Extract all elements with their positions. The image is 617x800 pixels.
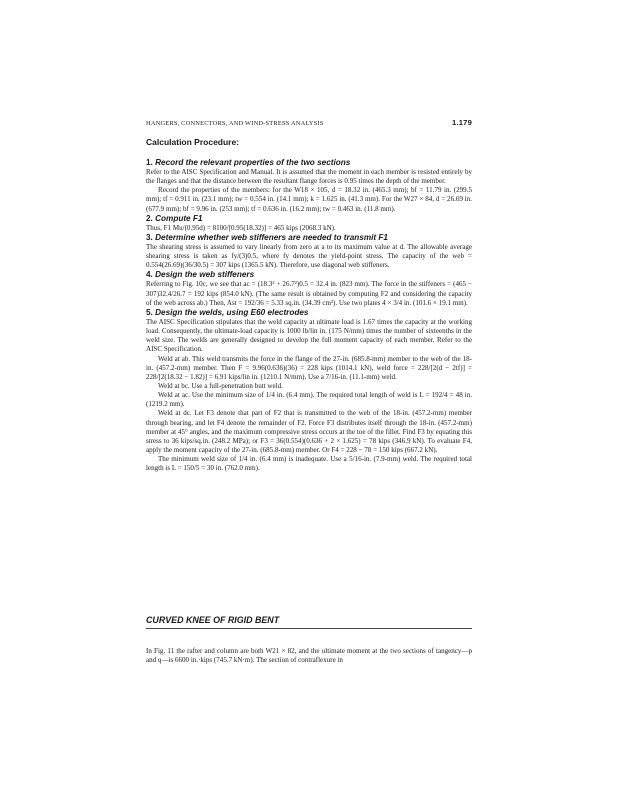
step-number: 1. — [146, 158, 153, 167]
step-title: Determine whether web stiffeners are needed to transmit F1 — [155, 232, 388, 242]
running-title: HANGERS, CONNECTORS, AND WIND-STRESS ANALYSIS — [146, 120, 324, 127]
step-title: Design the welds, using E60 electrodes — [155, 307, 309, 317]
body-paragraph: The shearing stress is assumed to vary linearly from zero at a to its maximum value at d. The allowable average shearing stress is taken as fy/(3)0.5, where fy denotes the yield-point stress. The capacity of the web = 0.554(26.69)(36/30.5) = 307 kips (1365.5 kN). Therefore, use diagonal web stiffeners. — [146, 242, 472, 270]
main-content — [146, 137, 472, 474]
section-rule — [146, 628, 472, 629]
body-paragraph: Weld at bc. Use a full-penetration butt weld. — [158, 381, 283, 390]
section-title: CURVED KNEE OF RIGID BENT — [146, 615, 280, 625]
step-number: 5. — [146, 307, 153, 317]
body-paragraph: Refer to the AISC Specification and Manual. It is assumed that the moment in each member is resisted entirely by the flanges and that the distance between the resultant flange forces is 0.95 times the depth of the member. — [146, 168, 472, 186]
calculation-procedure-heading: Calculation Procedure: — [146, 137, 240, 147]
step-title: Design the web stiffeners — [155, 270, 255, 280]
body-paragraph: Weld at ac. Use the minimum size of 1/4 in. (6.4 mm). The required total length of weld is L = 192/4 = 48 in. (1219.2 mm). — [146, 391, 472, 409]
step-number: 2. — [146, 213, 153, 223]
section-body — [146, 647, 472, 665]
page-number: 1.179 — [451, 118, 472, 127]
body-paragraph: Record the properties of the members: for the W18 × 105, d = 18.32 in. (465.3 mm); bf = 11.79 in. (299.5 mm); tf = 0.911 in. (23.1 mm); tw = 0.554 in. (14.1 mm); k = 1.625 in. (41.3 mm). For the W27 × 84, d = 26.69 in. (677.9 mm); bf = 9.96 in. (253 mm); tf = 0.636 in. (16.2 mm); tw = 0.463 in. (11.8 mm). — [146, 186, 472, 213]
step-title: Record the relevant properties of the two sections — [155, 158, 351, 167]
body-paragraph: Referring to Fig. 10c, we see that ac = (18.3² + 26.7²)0.5 = 32.4 in. (823 mm). The force in the stiffeners = (465 − 307)32.4/26.7 = 192 kips (854.0 kN). (The same result is obtained by computing F2 and considering the capacity of the web across ab.) Then, Ast = 192/36 = 5.33 sq.in. (34.39 cm²). Use two plates 4 × 3/4 in. (101.6 × 19.1 mm). — [146, 280, 472, 307]
running-header — [146, 118, 472, 127]
body-paragraph: The minimum weld size of 1/4 in. (6.4 mm) is inadequate. Use a 5/16-in. (7.9-mm) weld. The required total length is L = 150/5 = 30 in. (762.0 mm). — [146, 455, 472, 473]
step-heading — [146, 308, 472, 318]
body-paragraph: Weld at dc. Let F3 denote that part of F2 that is transmitted to the web of the 18-in. (457.2-mm) member through bearing, and let F4 denote the remainder of F2. Force F3 distributes itself through the 18-in. (457.2-mm) member at 45° angles, and the maximum compressive stress occurs at the toe of the fillet. Find F3 by equating this stress to 36 kips/sq.in. (248.2 MPa); or F3 = 36(0.554)(0.636 + 2 × 1.625) = 78 kips (346.9 kN). To evaluate F4, apply the moment capacity of the 27-in. (685.8-mm) member. Or F4 = 228 − 78 = 150 kips (667.2 kN). — [146, 409, 472, 455]
step-title: Compute F1 — [155, 213, 203, 223]
step-heading — [146, 158, 472, 168]
body-paragraph: Thus, F1 Mu/(0.95d) = 8100/[0.95(18.32)] = 465 kips (2068.3 kN). — [146, 223, 336, 232]
step-heading — [146, 233, 472, 243]
step-heading — [146, 270, 472, 280]
body-paragraph: In Fig. 11 the rafter and column are both W21 × 82, and the ultimate moment at the two sections of tangency—p and q—is 6600 in.·kips (745.7 kN·m). The section of contraflexure in — [146, 647, 472, 665]
body-paragraph: The AISC Specification stipulates that the weld capacity at ultimate load is 1.67 times the capacity at the working load. Consequently, the ultimate-load capacity is 1000 lb/lin in. (175 N/mm) times the number of sixteenths in the weld size. The welds are generally designed to develop the full moment capacity of each member. Refer to the AISC Specification. — [146, 317, 472, 354]
step-number: 3. — [146, 232, 153, 242]
body-paragraph: Weld at ab. This weld transmits the force in the flange of the 27-in. (685.8-mm) member to the web of the 18-in. (457.2-mm) member. Then F = 9.96(0.636)(36) = 228 kips (1014.1 kN), weld force = 228/[2(d − 2tf)] = 228/[2(18.32 − 1.82)] = 6.91 kips/lin in. (1210.1 N/mm). Use a 7/16-in. (11.1-mm) weld. — [146, 354, 472, 381]
step-heading — [146, 214, 472, 224]
step-number: 4. — [146, 270, 153, 280]
